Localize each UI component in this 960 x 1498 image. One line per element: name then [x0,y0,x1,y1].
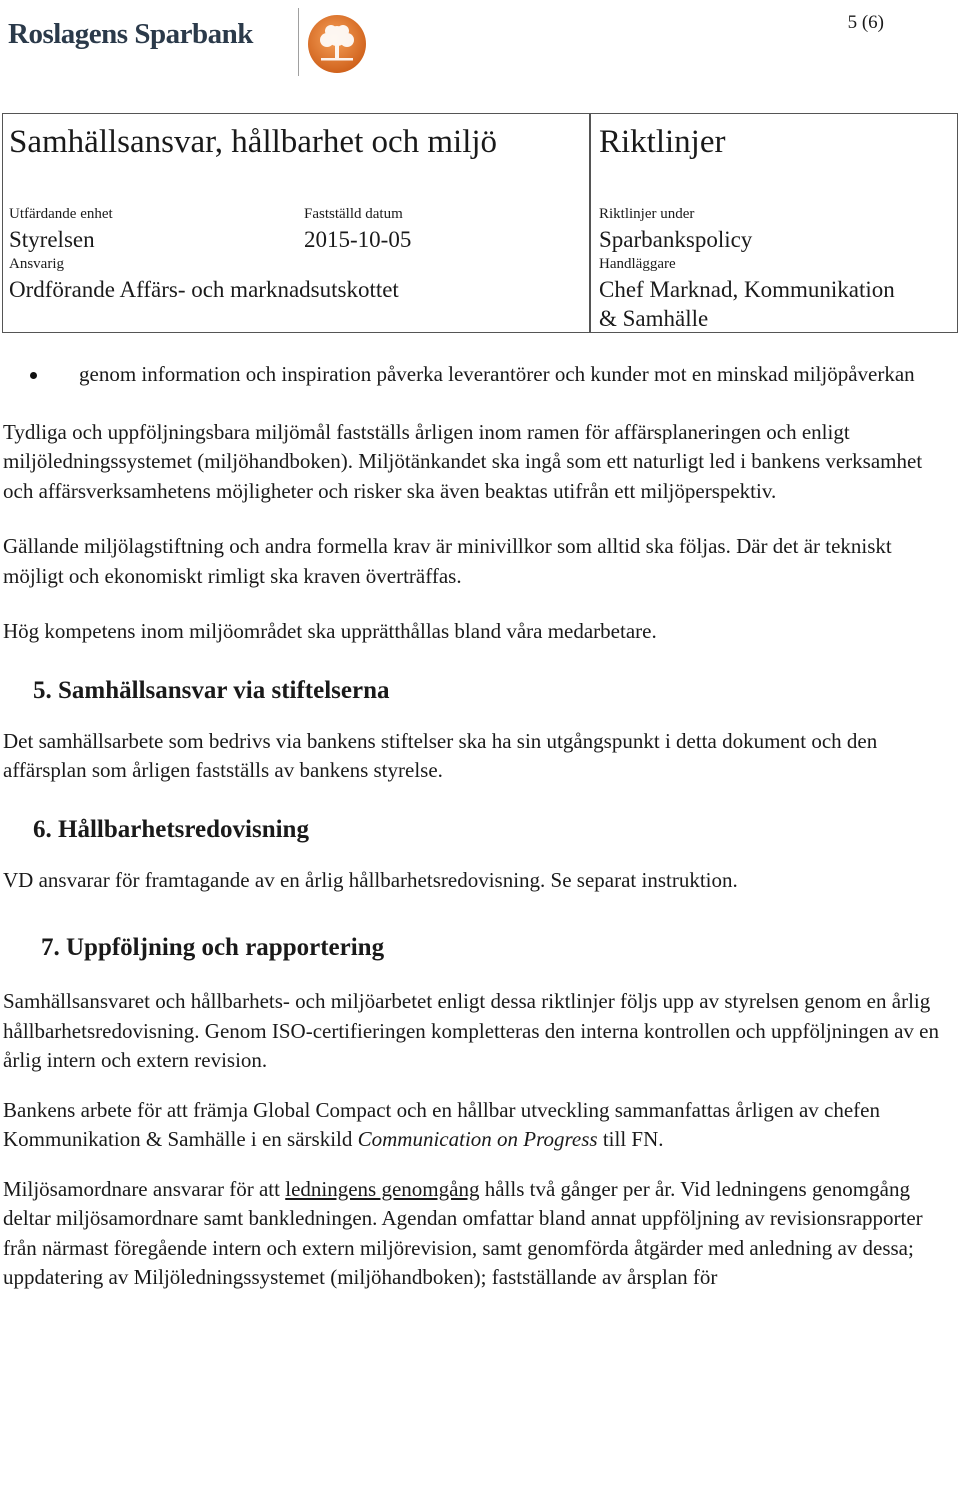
paragraph-text: Miljösamordnare ansvarar för att [3,1176,286,1201]
bullet-icon [30,372,37,379]
paragraph-text: Bankens arbete för att främja Global Compact och en hållbar utveckling sammanfattas årligen av chefen Kommunikation & Samhälle i en särskild [3,1097,880,1151]
bullet-text: genom information och inspiration påverka leverantörer och kunder mot en minskad miljöpåverkan [79,362,915,386]
paragraph: Tydliga och uppföljningsbara miljömål fastställs årligen inom ramen för affärsplaneringen och enligt miljöledningssystemet (miljöhandboken). Miljötänkandet ska ingå som ett naturligt led i bankens verksamhet och affärsverksamhetens möjligheter och risker ska även beaktas utifrån ett miljöperspektiv. [3,419,923,503]
paragraph: VD ansvarar för framtagande av en årlig hållbarhetsredovisning. Se separat instruktion. [3,867,738,892]
issuer-value: Styrelsen [9,227,95,252]
date-value: 2015-10-05 [304,227,412,252]
document-type: Riktlinjer [599,124,726,160]
oak-tree-icon [305,12,369,76]
logo-divider [298,8,299,76]
section-heading-5: 5. Samhällsansvar via stiftelserna [33,676,390,704]
bank-logo [8,8,368,68]
paragraph: Hög kompetens inom miljöområdet ska upprätthållas bland våra medarbetare. [3,619,657,643]
report-title: Communication on Progress [357,1127,598,1151]
responsible-value: Ordförande Affärs- och marknadsutskottet [9,277,399,302]
paragraph [3,1096,948,1155]
section-heading-7: 7. Uppföljning och rapportering [41,934,385,961]
paragraph: Det samhällsarbete som bedrivs via bankens stiftelser ska ha sin utgångspunkt i detta dokument och den affärsplan som årligen fastställs av bankens styrelse. [3,728,878,782]
issuer-label: Utfärdande enhet [9,206,113,222]
responsible-label: Ansvarig [9,256,64,272]
paragraph [3,1175,948,1293]
under-label: Riktlinjer under [599,206,695,222]
handler-label: Handläggare [599,256,676,272]
under-value: Sparbankspolicy [599,227,753,252]
date-label: Fastställd datum [304,206,403,222]
document-title: Samhällsansvar, hållbarhet och miljö [9,124,498,160]
handler-value-cont: & Samhälle [599,306,709,331]
page-number: 5 (6) [847,12,884,33]
brand-name: Roslagens Sparbank [8,18,253,50]
paragraph: Gällande miljölagstiftning och andra formella krav är minivillkor som alltid ska följas. Där det är tekniskt möjligt och ekonomiskt rimligt ska kraven överträffas. [3,534,892,588]
underlined-term: ledningens genomgång [285,1176,480,1201]
document-body [3,360,948,1293]
paragraph-text: till FN. [597,1127,664,1151]
paragraph-text: hålls två gånger per år. Vid ledningens genomgång deltar miljösamordnare samt bankledningen. Agendan omfattar bland annat uppföljning av revisionsrapporter från närmast föregående intern och extern miljörevision, samt genomförda åtgärder med anledning av dessa; uppdatering av Miljöledningssystemet (miljöhandboken); fastställande av årsplan för [3,1176,923,1289]
section-heading-6: 6. Hållbarhetsredovisning [33,815,309,843]
document-info-table [2,113,958,333]
handler-value: Chef Marknad, Kommunikation [599,277,895,302]
table-divider [589,114,591,332]
list-item [3,360,948,390]
paragraph: Samhällsansvaret och hållbarhets- och miljöarbetet enligt dessa riktlinjer följs upp av styrelsen genom en årlig hållbarhetsredovisning. Genom ISO-certifieringen kompletteras den interna kontrollen och uppföljningen av en årlig intern och extern revision. [3,989,939,1072]
